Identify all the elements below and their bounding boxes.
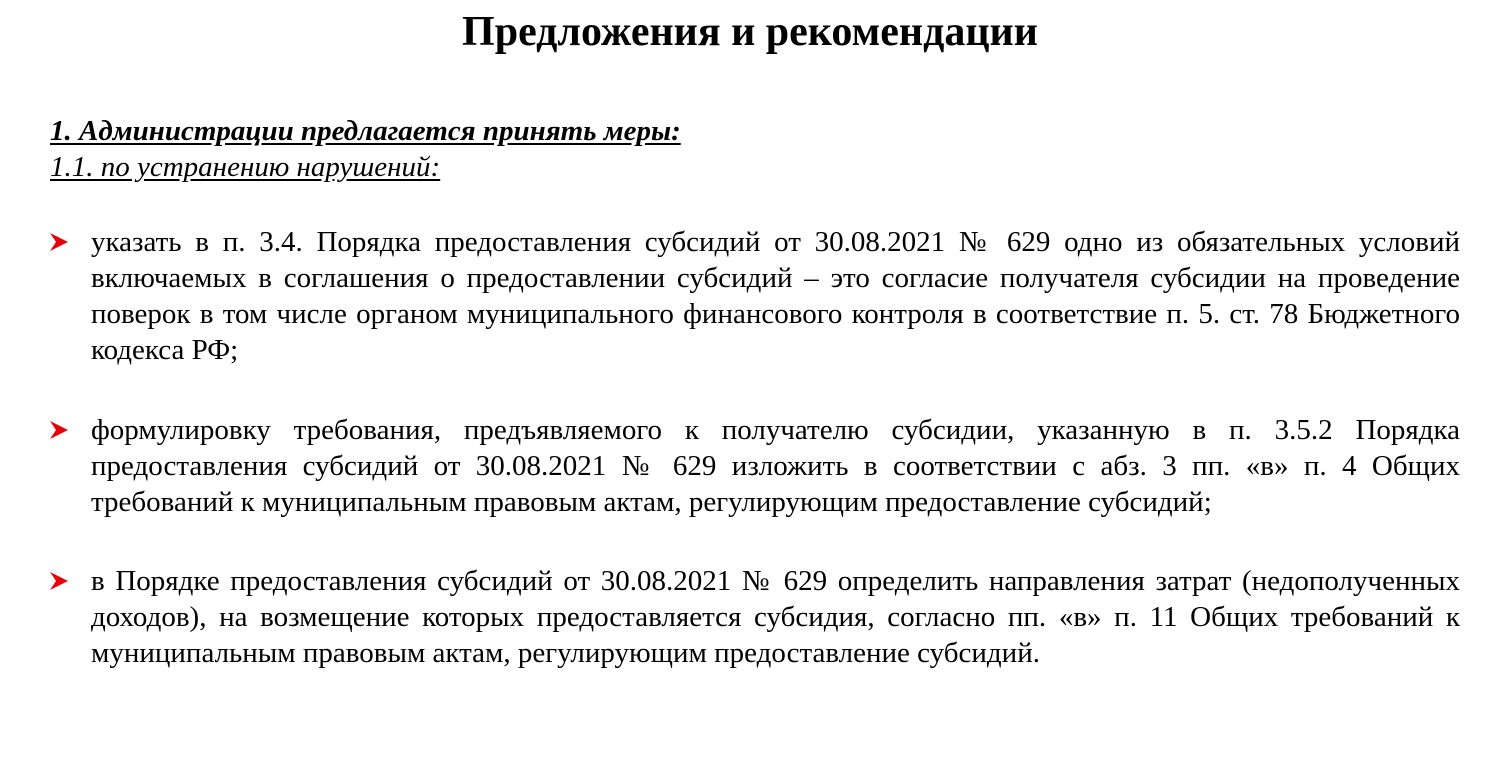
subsection-heading: 1.1. по устранению нарушений: bbox=[50, 151, 441, 183]
arrowhead-bullet-icon bbox=[48, 419, 70, 441]
section-heading: 1. Администрации предлагается принять меры: bbox=[50, 115, 681, 147]
page-title: Предложения и рекомендации bbox=[462, 9, 1038, 55]
list-item-text: в Порядке предоставления субсидий от 30.08.2021 № 629 определить направления затрат (недополученных доходов), на возмещение которых предоставляется субсидия, согласно пп. «в» п. 11 Общих требований к муниципальным правовым актам, регулирующим предоставление субсидий. bbox=[91, 565, 1460, 669]
arrowhead-bullet-icon bbox=[48, 570, 70, 592]
arrowhead-bullet-icon bbox=[48, 231, 70, 253]
list-item-text: формулировку требования, предъявляемого к получателю субсидии, указанную в п. 3.5.2 Порядка предоставления субсидий от 30.08.2021 № 629 изложить в соответствии с абз. 3 пп. «в» п. 4 Общих требований к муниципальным правовым актам, регулирующим предоставление субсидий; bbox=[91, 414, 1460, 518]
list-item-text: указать в п. 3.4. Порядка предоставления субсидий от 30.08.2021 № 629 одно из обязательных условий включаемых в соглашения о предоставлении субсидий – это согласие получателя субсидии на проведение поверок в том числе органом муниципального финансового контроля в соответствие п. 5. ст. 78 Бюджетного кодекса РФ; bbox=[91, 226, 1460, 366]
